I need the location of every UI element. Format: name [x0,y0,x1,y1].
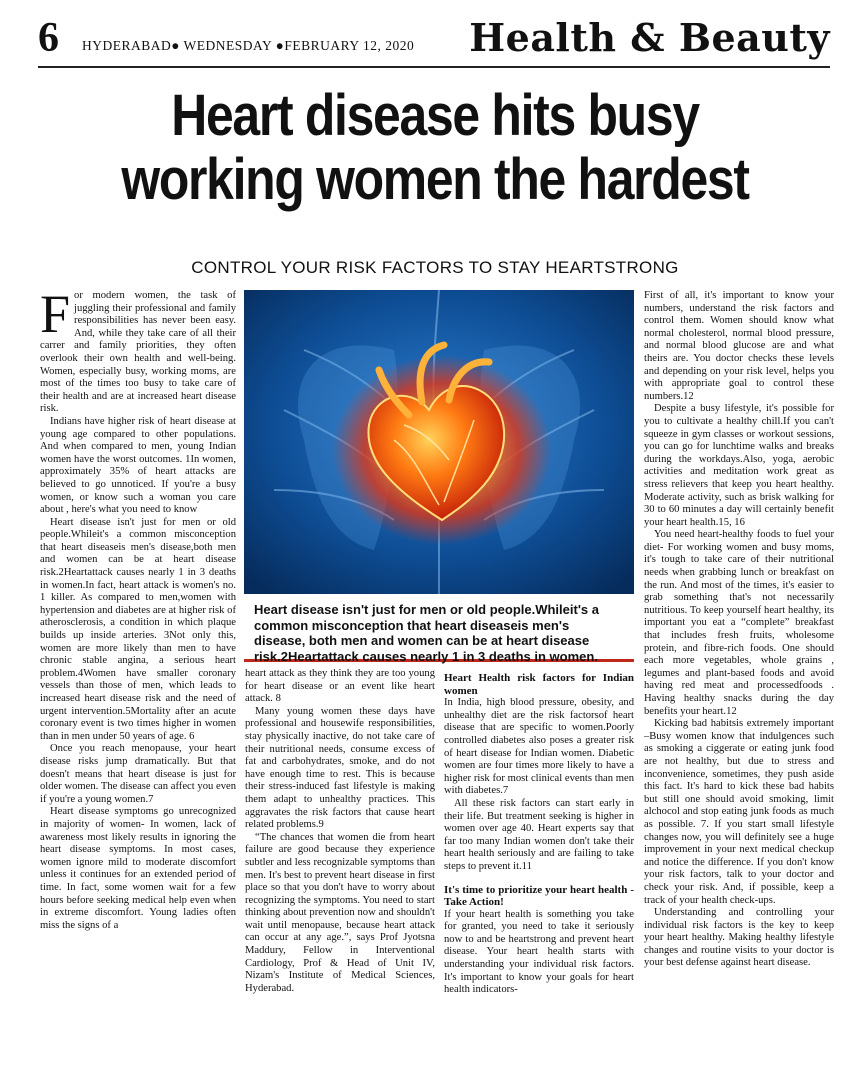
heart-anatomy-illustration-icon [244,290,634,594]
deck: CONTROL YOUR RISK FACTORS TO STAY HEARTSTRONG [191,258,679,277]
paragraph: “The chances that women die from heart failure are good because they experience subtler and less recognizable symptoms than men. It's best to prevent heart disease in first place so that you don't have to worry about recognizing the symptoms. You need to start thinking about prevention now and shouldn't wait until menopause, because heart attack can occur at any age.”, says Prof Jyotsna Maddury, Fellow in Interventional Cardiology, Prof & Head of Unit IV, Nizam's Institute of Medical Sciences, Hyderabad. [245,831,435,994]
article-column-3 [444,668,634,997]
paragraph: If your heart health is something you take for granted, you need to take it seriously now to and be heartstrong and prevent heart disease. Your heart health starts with understanding your individual risk factors. It's important to know your goals for heart health indicators- [444,908,634,996]
article-column-1 [40,284,236,1060]
headline-line-2: working women the hardest [121,147,749,212]
paragraph: Many young women these days have professional and housewife responsibilities, stay physically inactive, do not take care of their nutritional needs, consume excess of fat and carbohydrates, smoke, and do not have enough time to rest. This is because their stress-induced fast lifestyle is making them adapt to unhealthy practices. This aggravates the risk factors that cause heart related problems.9 [245,705,435,831]
paragraph: Once you reach menopause, your heart disease risks jump dramatically. But that doesn't means that heart disease is just for older women. The disease can affect you even if you're a young women.7 [40,743,236,805]
headline-line-1: Heart disease hits busy [171,83,699,148]
subhead-risk-factors: Heart Health risk factors for Indian women [444,672,634,697]
photo-caption: Heart disease isn't just for men or old people.Whileit's a common misconception that heart diseaseis men's disease, both men and women can be at heart disease risk.2Heartattack causes nearly 1 in 3 deaths in women. [244,596,634,662]
article-column-4 [644,290,834,970]
article-column-2 [245,668,435,995]
paragraph: In India, high blood pressure, obesity, and unhealthy diet are the risk factorsof heart disease that are specific to women.Poorly controlled diabetes also poses a greater risk of heart disease for Indian women. Diabetic women are four times more likely to have a higher risk for most clinical events than men with diabetes.7 [444,697,634,797]
dateline: HYDERABAD● WEDNESDAY ●FEBRUARY 12, 2020 [82,38,415,53]
headline [87,84,784,212]
paragraph: Heart disease isn't just for men or old people.Whileit's a common misconception that heart diseaseis men's disease,both men and women can be at heart disease risk.2Heartattack causes nearly 1 in 3 deaths in women.In fact, heart attack is women's no. 1 killer. As compared to men,women with hypertension and diabetes are at higher risk of atherosclerosis, a condition in which plaque builds up inside arteries. 3Not only this, women are more likely than men to have chronic stable angina, a serious heart problem.4Women have smaller coronary vessels than those of men, which leads to increased heart disease risk and the need of urgent intervention.5Mortality after an acute coronary event is two times higher in women than in men under 50 years of age. 6 [40,516,236,742]
paragraph: Despite a busy lifestyle, it's possible for you to cultivate a healthy chill.If you can't squeeze in gym classes or workout sessions, you can go for lunchtime walks and breaks during the workdays.Also, yoga, aerobic activities and meditation work great as stress relievers that keep you heart healthy. Moderate activity, such as brisk walking for 30 to 60 minutes a day will certainly benefit your heart health.15, 16 [644,403,834,528]
masthead-rule [38,66,830,68]
subhead-take-action: It's time to prioritize your heart health - Take Action! [444,883,634,909]
paragraph: You need heart-healthy foods to fuel your diet- For working women and busy moms, it's tough to take care of their nutritional needs when grabbing lunch or breakfast on the run. And most of the times, it's easier to grab something that's not necessarily nutritious. To keep yourself heart healthy, its important you eat a “complete” breakfast that includes fresh fruits, wholesome protein, and fibre-rich foods. One should each more vegetables, whole grains , legumes and plant-based foods and avoid having red meat and processedfoods . Having healthy snacks during the day benefits your heart.12 [644,529,834,717]
paragraph: All these risk factors can start early in their life. But treatment seeking is higher in women over age 40. Heart experts say that far too many Indian women don't take their heart health seriously and are failing to take steps to prevent it.11 [444,797,634,872]
page-number: 6 [38,15,59,61]
paragraph: Understanding and controlling your individual risk factors is the key to keep your heart healthy. Making healthy lifestyle changes and routine visits to your doctor is your best defense against heart disease. [644,907,834,969]
paragraph: heart attack as they think they are too young for heart disease or an event like heart attack. 8 [245,668,435,705]
masthead [38,14,830,66]
paragraph: First of all, it's important to know your numbers, understand the risk factors and control them. Women should know what normal cholesterol, normal blood pressure, and normal blood glucose are and what theirs are. You doctor checks these levels and depending on your risk level, helps you with appropriate goal to control these numbers.12 [644,290,834,402]
drop-cap: F [40,284,71,344]
paragraph: Kicking bad habitsis extremely important –Busy women know that indulgences such as smoking a ciggerate or eating junk food are not healthy, but due to stress and inconvenience, sometimes, they push aside this fact. It's hard to kick these bad habits but still one should avoid smoking, limit alchocol and stop eating junk foods as much as possible. 7. If you start small lifestyle changes now, you will definitely see a huge improvement in your next medical checkup and notice the difference. If you don't know your risk factors, talk to your doctor and check your risk. And, if possible, keep a track of your health check-ups. [644,718,834,906]
paragraph: Indians have higher risk of heart disease at young age compared to other populations. And when compared to men, young Indian women have the worst outcomes. 1In women, approximately 35% of heart attacks are believed to go unnoticed. If you're a busy women, or know such a woman you care about , here's what you need to know [40,415,236,516]
paragraph: Heart disease symptoms go unrecognized in majority of women- In women, lack of awareness most likely results in ignoring the heart disease symptoms. In most cases, women ignore mild to moderate discomfort unless it continues for an extended period of time. In fact, some women wait for a few hours before seeking medical help even when in extreme discomfort. Young ladies often miss the signs of a [40,806,236,931]
section-title: Health & Beauty [469,15,830,60]
paragraph: For modern women, the task of juggling their professional and family responsibilities has never been easy. And, while they take care of all their carrer and family priorities, they often overlook their own health and well-being. Women, especially busy, working moms, are most of the times too busy to take care of their health and are at increased heart disease risk. [40,284,236,415]
